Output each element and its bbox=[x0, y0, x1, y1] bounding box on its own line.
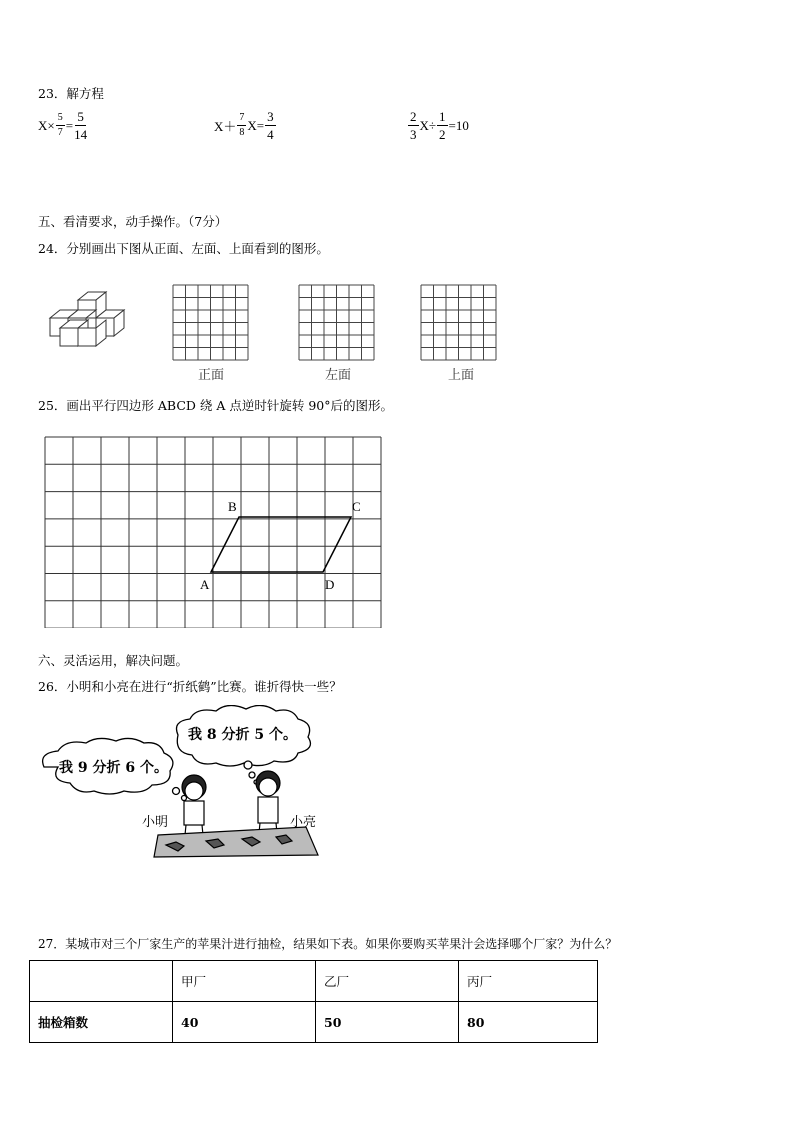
thought-bubble bbox=[244, 761, 252, 769]
table-header-cell: 乙厂 bbox=[316, 961, 459, 1002]
xiaoming-name: 小明 bbox=[142, 815, 169, 830]
xiaoming-speech: 我 9 分折 6 个。 bbox=[59, 760, 168, 776]
eq1-left: X× bbox=[38, 117, 55, 133]
table-cell: 40 bbox=[173, 1002, 316, 1043]
eq3-right: =10 bbox=[448, 117, 469, 133]
left-view-label: 左面 bbox=[325, 368, 352, 383]
sampling-table bbox=[29, 960, 598, 1043]
cube-figure bbox=[40, 288, 130, 358]
table-header-cell bbox=[30, 961, 173, 1002]
table-header-cell: 丙厂 bbox=[459, 961, 598, 1002]
xiaoliang-speech: 我 8 分折 5 个。 bbox=[188, 727, 297, 743]
eq2-fraction-1: $\frac{7}{8}$ bbox=[239, 112, 245, 138]
q24-text: 24．分别画出下图从正面、左面、上面看到的图形。 bbox=[38, 241, 329, 256]
front-view-grid[interactable] bbox=[172, 284, 252, 362]
eq2-fraction-2: $\frac{3}{4}$ bbox=[267, 109, 274, 142]
table-cell: 80 bbox=[459, 1002, 598, 1043]
parallelogram-abcd bbox=[211, 517, 351, 572]
front-view-label: 正面 bbox=[198, 368, 225, 383]
point-b-label: B bbox=[228, 499, 237, 514]
table-header-row bbox=[30, 961, 598, 1002]
left-view-grid[interactable] bbox=[298, 284, 378, 362]
table-cell: 50 bbox=[316, 1002, 459, 1043]
point-a-label: A bbox=[200, 577, 210, 592]
q25-text: 25．画出平行四边形 ABCD 绕 A 点逆时针旋转 90°后的图形。 bbox=[38, 398, 393, 413]
rotation-grid[interactable] bbox=[44, 436, 382, 628]
q27-text: 27．某城市对三个厂家生产的苹果汁进行抽检，结果如下表。如果你要购买苹果汁会选择哪个厂家？为什么？ bbox=[38, 937, 618, 951]
point-c-label: C bbox=[352, 499, 361, 514]
section-6-heading: 六、灵活运用，解决问题。 bbox=[38, 653, 189, 668]
eq1-fraction-2: $\frac{5}{14}$ bbox=[74, 109, 88, 142]
table-row bbox=[30, 1002, 598, 1043]
eq1-equals: = bbox=[65, 117, 74, 133]
table bbox=[154, 827, 318, 857]
eq1-fraction-1: $\frac{5}{7}$ bbox=[57, 112, 63, 138]
eq3-mid: X÷ bbox=[419, 117, 437, 133]
thought-bubble bbox=[173, 788, 180, 795]
eq3-fraction-1: $\frac{2}{3}$ bbox=[410, 109, 417, 142]
eq2-mid: X= bbox=[247, 117, 265, 133]
equation-1 bbox=[38, 110, 88, 141]
xiaoming-body bbox=[184, 801, 204, 825]
point-d-label: D bbox=[325, 577, 335, 592]
q23-heading: 23．解方程 bbox=[38, 86, 104, 101]
table-cell: 抽检箱数 bbox=[30, 1002, 173, 1043]
xiaoliang-body bbox=[258, 797, 278, 823]
section-5-heading: 五、看清要求，动手操作。（7分） bbox=[38, 214, 228, 229]
eq2-left: X＋ bbox=[214, 119, 237, 134]
eq3-fraction-2: $\frac{1}{2}$ bbox=[439, 109, 446, 142]
equation-3 bbox=[407, 110, 469, 141]
top-view-label: 上面 bbox=[448, 368, 475, 383]
xiaoliang-name: 小亮 bbox=[290, 815, 317, 830]
q26-text: 26．小明和小亮在进行“折纸鹤”比赛。谁折得快一些？ bbox=[38, 679, 342, 694]
table-header-cell: 甲厂 bbox=[173, 961, 316, 1002]
top-view-grid[interactable] bbox=[420, 284, 500, 362]
equation-2 bbox=[214, 110, 277, 141]
